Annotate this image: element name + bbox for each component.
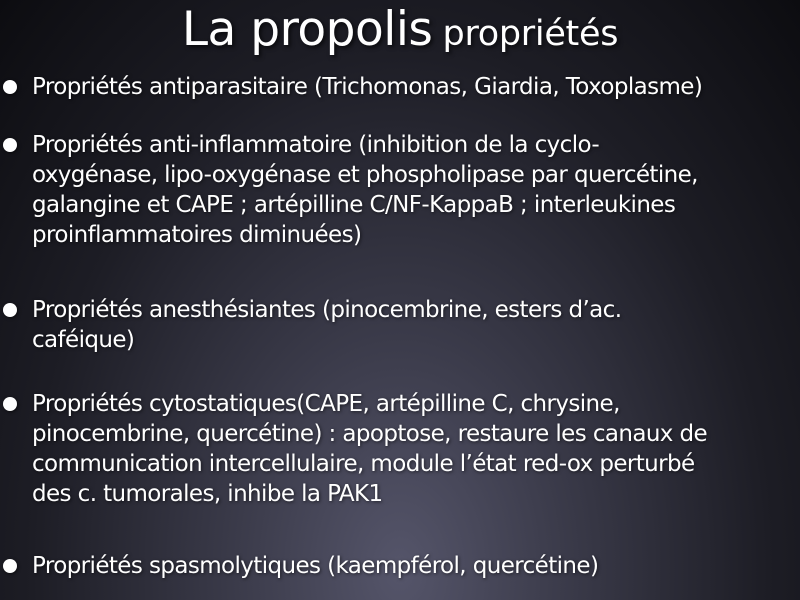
bullet-text bbox=[32, 295, 800, 355]
bullet-dot-icon bbox=[3, 138, 17, 152]
slide-title bbox=[0, 2, 800, 57]
title-main: La propolis bbox=[181, 2, 433, 57]
bullet-line: Propriétés anesthésiantes (pinocembrine, esters d’ac. bbox=[32, 297, 622, 323]
bullet-line: des c. tumorales, inhibe la PAK1 bbox=[32, 481, 383, 507]
bullet-text bbox=[32, 72, 800, 102]
bullet-line: caféique) bbox=[32, 327, 135, 353]
bullet-dot-icon bbox=[3, 303, 17, 317]
bullet-line: Propriétés cytostatiques(CAPE, artépilline C, chrysine, bbox=[32, 391, 620, 417]
bullet-line: proinflammatoires diminuées) bbox=[32, 222, 362, 248]
bullet-line: communication intercellulaire, module l’état red-ox perturbé bbox=[32, 451, 695, 477]
title-sub: propriétés bbox=[442, 14, 619, 54]
bullet-dot-icon bbox=[3, 397, 17, 411]
bullet-dot-icon bbox=[3, 559, 17, 573]
bullet-dot-icon bbox=[3, 80, 17, 94]
bullet-line: galangine et CAPE ; artépilline C/NF-KappaB ; interleukines bbox=[32, 192, 676, 218]
bullet-line: Propriétés spasmolytiques (kaempférol, quercétine) bbox=[32, 553, 599, 579]
bullet-text bbox=[32, 389, 800, 509]
bullet-text bbox=[32, 551, 800, 581]
bullet-text bbox=[32, 130, 800, 250]
bullet-line: Propriétés antiparasitaire (Trichomonas, Giardia, Toxoplasme) bbox=[32, 74, 703, 100]
bullet-line: Propriétés anti-inflammatoire (inhibition de la cyclo- bbox=[32, 132, 600, 158]
bullet-line: pinocembrine, quercétine) : apoptose, restaure les canaux de bbox=[32, 421, 708, 447]
bullet-line: oxygénase, lipo-oxygénase et phospholipase par quercétine, bbox=[32, 162, 698, 188]
